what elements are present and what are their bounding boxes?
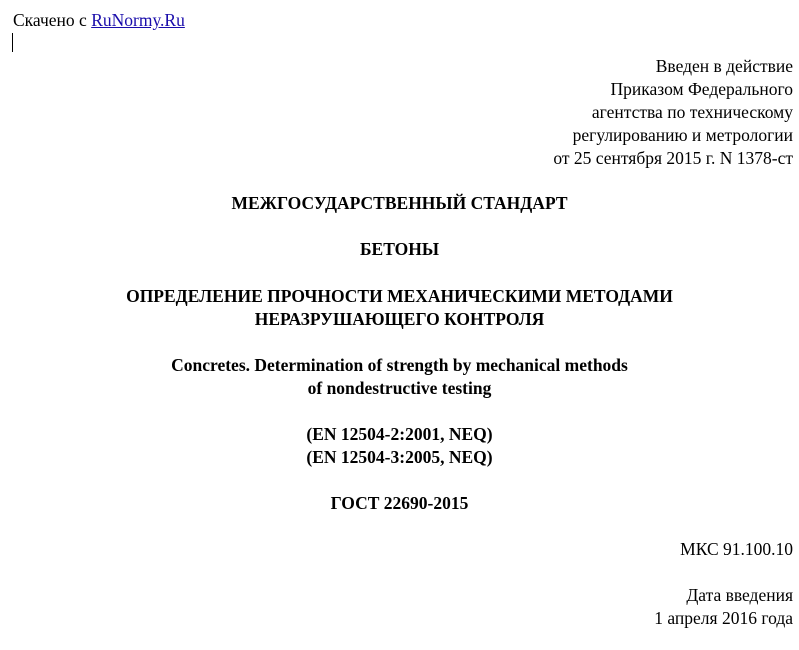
source-line (13, 9, 185, 32)
introduction-line: регулированию и метрологии (572, 125, 793, 145)
reference-line: (EN 12504-2:2001, NEQ) (306, 424, 493, 444)
introduction-block (553, 55, 793, 170)
effective-date-block (654, 584, 793, 630)
subject-heading: БЕТОНЫ (359, 239, 440, 259)
effective-date-label: Дата введения (686, 585, 793, 605)
english-title-line: of nondestructive testing (307, 378, 492, 398)
text-cursor (12, 33, 13, 52)
reference-line: (EN 12504-3:2005, NEQ) (306, 447, 493, 467)
references-block (0, 423, 799, 469)
runormy-link[interactable]: RuNormy.Ru (91, 10, 185, 30)
standard-type-heading: МЕЖГОСУДАРСТВЕННЫЙ СТАНДАРТ (231, 193, 568, 213)
effective-date-value: 1 апреля 2016 года (654, 608, 793, 628)
introduction-line: от 25 сентября 2015 г. N 1378-ст (553, 148, 793, 168)
introduction-line: Приказом Федерального (610, 79, 793, 99)
mks-code: МКС 91.100.10 (680, 539, 793, 559)
standard-designation: ГОСТ 22690-2015 (330, 493, 469, 513)
english-title-line: Concretes. Determination of strength by mechanical methods (171, 355, 628, 375)
source-prefix: Скачено с (13, 10, 92, 30)
title-block (0, 285, 799, 331)
english-title-block (0, 354, 799, 400)
introduction-line: агентства по техническому (591, 102, 793, 122)
title-line: ОПРЕДЕЛЕНИЕ ПРОЧНОСТИ МЕХАНИЧЕСКИМИ МЕТОДАМИ (126, 286, 673, 306)
introduction-line: Введен в действие (655, 56, 793, 76)
title-line: НЕРАЗРУШАЮЩЕГО КОНТРОЛЯ (254, 309, 545, 329)
